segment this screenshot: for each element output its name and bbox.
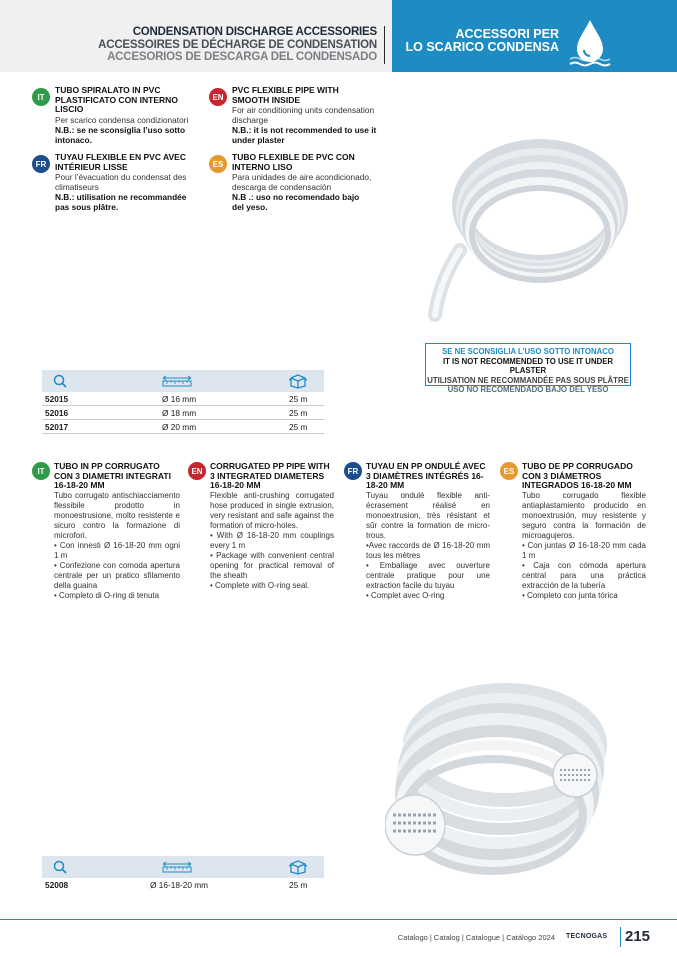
product1-title-en: PVC FLEXIBLE PIPE WITH SMOOTH INSIDE xyxy=(232,85,339,105)
footer-divider xyxy=(0,919,677,920)
header-title-it-line1: ACCESSORI PER xyxy=(455,27,559,41)
product2-bullet-it: • Completo di O-ring di tenuta xyxy=(54,590,160,600)
product1-title-es: TUBO FLEXIBLE DE PVC CON INTERNO LISO xyxy=(232,152,355,172)
row-length: 25 m xyxy=(289,880,308,890)
product2-desc-fr xyxy=(366,462,490,601)
product2-text-it: Tubo corrugato antischiacciamento flessibile prodotto in monoestrusione, molto resistente e sicuro contro la formazione di microfori. xyxy=(54,490,180,540)
table-header xyxy=(42,856,324,878)
row-diameter: Ø 16-18-20 mm xyxy=(150,880,209,890)
warning-line-en: IT IS NOT RECOMMENDED TO USE IT UNDER PLASTER xyxy=(442,356,614,375)
row-code: 52015 xyxy=(45,394,69,404)
footer-brand: TECNOGAS xyxy=(566,933,608,940)
product2-bullet-fr: •Avec raccords de Ø 16-18-20 mm tous les mètres xyxy=(366,540,490,560)
table-row xyxy=(42,420,324,434)
warning-line-fr: UTILISATION NE RECOMMANDÉE PAS SOUS PLÂTRE xyxy=(427,375,629,385)
flag-fr-badge: FR xyxy=(344,462,362,480)
corrugated-pipe-image xyxy=(385,665,615,875)
warning-line-es: USO NO RECOMENDADO BAJO DEL YESO xyxy=(447,385,609,394)
spiral-pipe-image xyxy=(420,130,630,330)
row-diameter: Ø 18 mm xyxy=(162,408,197,418)
product2-title-fr: TUYAU EN PP ONDULÉ AVEC 3 DIAMÈTRES INTÉGRÉS 16-18-20 MM xyxy=(366,461,486,491)
product1-note-it: N.B.: se ne sconsiglia l’uso sotto intonaco. xyxy=(55,124,186,145)
row-code: 52016 xyxy=(45,408,69,418)
product2-bullet-en: • With Ø 16-18-20 mm couplings every 1 m xyxy=(210,530,334,550)
row-length: 25 m xyxy=(289,422,308,432)
row-length: 25 m xyxy=(289,394,308,404)
warning-line-it: SE NE SCONSIGLIA L’USO SOTTO INTONACO xyxy=(442,347,614,356)
magnifier-icon xyxy=(52,859,68,875)
box-icon xyxy=(289,859,307,875)
product2-bullet-fr: • Emballage avec ouverture centrale pratique pour une extraction facile du tuyau xyxy=(366,560,490,590)
footer-catalog-text: Catalogo | Catalog | Catalogue | Catálogo 2024 xyxy=(397,933,555,942)
product1-text-en: For air conditioning units condensation discharge xyxy=(232,105,375,126)
product1-table xyxy=(42,370,324,434)
product2-text-es: Tubo corrugado flexible antiaplastamiento producido en monoextrusión, muy resistente y seguro contra la formación de microagujeros. xyxy=(522,490,646,540)
flag-fr-badge: FR xyxy=(32,155,50,173)
brand-dots-icon xyxy=(629,26,669,54)
ruler-icon xyxy=(162,375,192,387)
product1-text-fr: Pour l’évacuation du condensat des climatiseurs xyxy=(55,172,187,193)
product2-desc-es xyxy=(522,462,646,601)
plaster-warning-box xyxy=(425,343,631,394)
product1-text-it: Per scarico condensa condizionatori xyxy=(55,114,189,125)
product2-title-en: CORRUGATED PP PIPE WITH 3 INTEGRATED DIAMETERS 16-18-20 MM xyxy=(210,461,330,491)
box-icon xyxy=(289,373,307,389)
product1-title-it: TUBO SPIRALATO IN PVC PLASTIFICATO CON INTERNO LISCIO xyxy=(55,85,178,115)
header-title-it xyxy=(406,28,559,54)
product2-desc-en xyxy=(210,462,334,591)
product1-desc-fr xyxy=(55,153,195,212)
page-header xyxy=(0,0,677,72)
water-drop-icon xyxy=(562,14,618,70)
ruler-icon xyxy=(162,861,192,873)
row-diameter: Ø 16 mm xyxy=(162,394,197,404)
footer-separator xyxy=(620,927,621,947)
table-row xyxy=(42,878,324,892)
header-title-es: ACCESORIOS DE DESCARGA DEL CONDENSADO xyxy=(107,51,377,63)
flag-es-badge: ES xyxy=(209,155,227,173)
header-divider xyxy=(384,26,385,64)
product1-note-en: N.B.: it is not recommended to use it under plaster xyxy=(232,125,377,146)
product2-bullet-en: • Package with convenient central opening for practical removal of the sheath xyxy=(210,550,334,580)
flag-it-badge: IT xyxy=(32,88,50,106)
flag-it-badge: IT xyxy=(32,462,50,480)
product1-desc-en xyxy=(232,86,377,145)
header-title-fr: ACCESSOIRES DE DÉCHARGE DE CONDENSATION xyxy=(98,38,377,51)
header-title-en: CONDENSATION DISCHARGE ACCESSORIES xyxy=(132,26,377,38)
product2-table xyxy=(42,856,324,892)
flag-en-badge: EN xyxy=(188,462,206,480)
product1-title-fr: TUYAU FLEXIBLE EN PVC AVEC INTÉRIEUR LISSE xyxy=(55,152,186,172)
page-number: 215 xyxy=(625,928,651,945)
table-row xyxy=(42,392,324,406)
product2-bullet-en: • Complete with O-ring seal. xyxy=(210,580,310,590)
product1-note-es: N.B .: uso no recomendado bajo del yeso. xyxy=(232,192,360,213)
product2-text-fr: Tuyau ondulé flexible anti-écrasement réalisé en monoextrusion, très résistant et sûr contre la formation de micro-trous. xyxy=(366,490,490,540)
product2-desc-it xyxy=(54,462,180,601)
row-length: 25 m xyxy=(289,408,308,418)
product2-bullet-es: • Caja con cómoda apertura central para una práctica extracción de la tubería xyxy=(522,560,646,590)
magnifier-icon xyxy=(52,373,68,389)
row-code: 52008 xyxy=(45,880,69,890)
header-titles xyxy=(98,26,377,64)
table-row xyxy=(42,406,324,420)
product2-bullet-fr: • Complet avec O-ring xyxy=(366,590,445,600)
flag-es-badge: ES xyxy=(500,462,518,480)
row-diameter: Ø 20 mm xyxy=(162,422,197,432)
row-code: 52017 xyxy=(45,422,69,432)
product2-title-es: TUBO DE PP CORRUGADO CON 3 DIÁMETROS INTEGRADOS 16-18-20 MM xyxy=(522,461,633,491)
table-header xyxy=(42,370,324,392)
product2-title-it: TUBO IN PP CORRUGATO CON 3 DIAMETRI INTEGRATI 16-18-20 MM xyxy=(54,461,171,491)
header-title-it-line2: LO SCARICO CONDENSA xyxy=(405,40,559,54)
product2-bullet-es: • Con juntas Ø 16-18-20 mm cada 1 m xyxy=(522,540,646,560)
flag-en-badge: EN xyxy=(209,88,227,106)
product1-desc-it xyxy=(55,86,195,145)
product2-bullet-it: • Confezione con comoda apertura centrale per un pratico sfilamento della guaina xyxy=(54,560,180,590)
product2-bullet-es: • Completo con junta tórica xyxy=(522,590,618,600)
product2-bullet-it: • Con innesti Ø 16-18-20 mm ogni 1 m xyxy=(54,540,180,560)
product1-note-fr: N.B.: utilisation ne recommandée pas sous plâtre. xyxy=(55,192,187,213)
product2-text-en: Flexible anti-crushing corrugated hose produced in single extrusion, very resistant and safe against the formation of micro-holes. xyxy=(210,490,334,530)
product1-text-es: Para unidades de aire acondicionado, descarga de condensación xyxy=(232,172,372,193)
product1-desc-es xyxy=(232,153,372,212)
